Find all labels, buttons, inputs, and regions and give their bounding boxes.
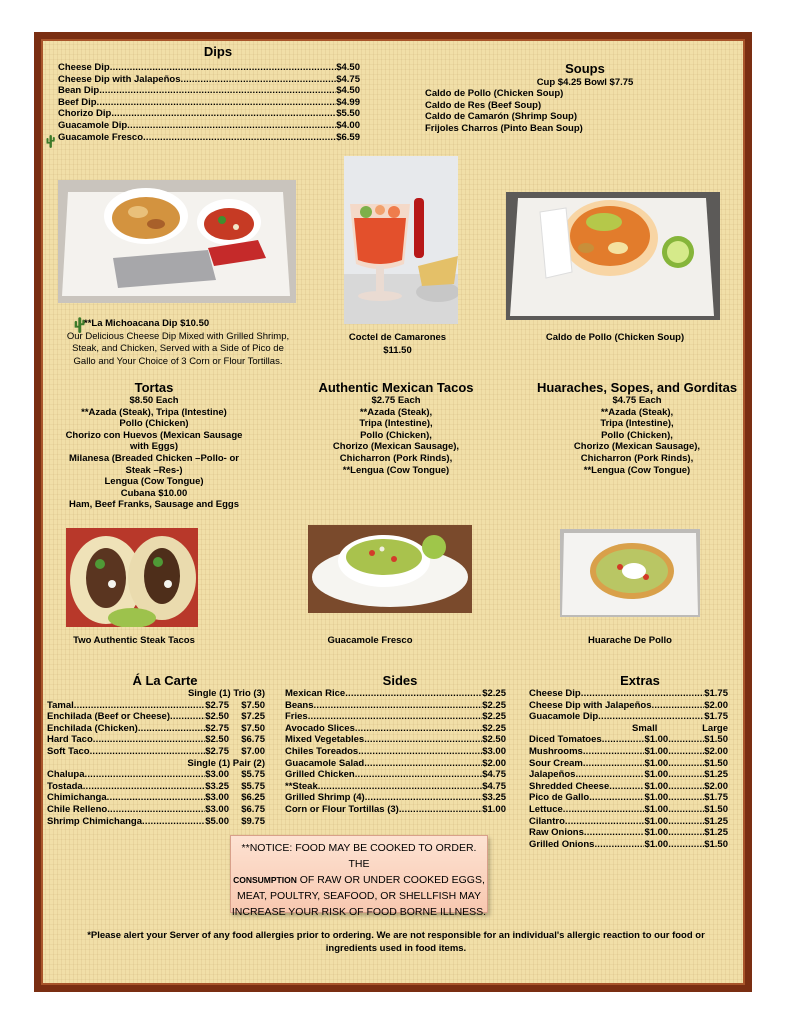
tortas-line: Steak –Res-): [125, 464, 183, 476]
side-row: Guacamole Salad ..... $2.00: [285, 758, 506, 770]
extra-row: Cilantro ..... $1.00 ..... $1.25: [529, 816, 728, 828]
side-row: Grilled Shrimp (4) ..... $3.25: [285, 792, 506, 804]
dip-row: Guacamole Fresco ..... $6.59: [58, 132, 360, 144]
desc-line: Gallo and Your Choice of 3 Corn or Flour Tortillas.: [73, 355, 283, 367]
huaraches-line: $4.75 Each: [612, 395, 662, 406]
food-safety-notice: [230, 835, 488, 918]
extra-row: Raw Onions ..... $1.00 ..... $1.25: [529, 827, 728, 839]
alacarte-row: Chalupa ..... $3.00 $5.75: [47, 769, 265, 781]
huarache-photo: [560, 529, 700, 617]
dip-row: Bean Dip ..... $4.50: [58, 85, 360, 97]
tacos-line: **Lengua (Cow Tongue): [342, 464, 450, 476]
caldo-caption: Caldo de Pollo (Chicken Soup): [545, 332, 685, 343]
side-row: Grilled Chicken ..... $4.75: [285, 769, 506, 781]
tortas-line: Cubana $10.00: [120, 487, 188, 499]
soups-title: Soups: [565, 61, 605, 76]
huaraches-section: [532, 380, 742, 476]
disclaimer-line: ingredients used in food items.: [325, 943, 467, 954]
side-row: Mexican Rice ..... $2.25: [285, 688, 506, 700]
tacos-line: **Azada (Steak),: [359, 406, 433, 418]
coctel-photo: [344, 156, 458, 324]
dip-row: Cheese Dip ..... $4.50: [58, 62, 360, 74]
tortas-line: Ham, Beef Franks, Sausage and Eggs: [68, 499, 239, 511]
sides-title: Sides: [382, 673, 418, 688]
steak-tacos-photo: [66, 528, 198, 627]
tacos-line: Pollo (Chicken),: [360, 429, 432, 441]
cactus-icon: [46, 134, 54, 146]
huaraches-line: Chicharron (Pork Rinds),: [580, 452, 694, 464]
tortas-line: Pollo (Chicken): [119, 418, 189, 430]
tortas-line: **Azada (Steak), Tripa (Intestine): [81, 406, 227, 418]
allergy-disclaimer: [50, 929, 742, 955]
tortas-line: with Eggs): [129, 441, 179, 453]
soup-item: Caldo de Res (Beef Soup): [425, 99, 542, 111]
side-row: Fries ..... $2.25: [285, 711, 506, 723]
extra-size-header: Small Large: [632, 722, 728, 734]
huaraches-line: Chorizo (Mexican Sausage),: [573, 441, 701, 453]
side-row: Chiles Toreados ..... $3.00: [285, 746, 506, 758]
alacarte-row: Tamal ..... $2.75 $7.50: [47, 700, 265, 712]
tortas-line: Milanesa (Breaded Chicken –Pollo- or: [69, 452, 239, 464]
extras-list: [529, 688, 728, 850]
notice-line: INCREASE YOUR RISK OF FOOD BORNE ILLNESS.: [231, 906, 487, 918]
dip-row: Beef Dip ..... $4.99: [58, 97, 360, 109]
huaraches-line: Pollo (Chicken),: [601, 429, 673, 441]
desc-line: Steak, and Chicken, Served with a Side of Pico de: [72, 343, 284, 355]
coctel-caption: Coctel de Camarones: [348, 332, 447, 343]
tortas-line: Lengua (Cow Tongue): [104, 476, 204, 488]
guacamole-photo: [308, 525, 472, 613]
huaraches-line: **Azada (Steak),: [600, 406, 674, 418]
side-row: **Steak ..... $4.75: [285, 781, 506, 793]
side-row: Avocado Slices ..... $2.25: [285, 723, 506, 735]
michoacana-description: [44, 331, 312, 368]
desc-line: Our Delicious Cheese Dip Mixed with Grilled Shrimp,: [66, 331, 290, 342]
extra-row: Pico de Gallo ..... $1.00 ..... $1.75: [529, 792, 728, 804]
michoacana-dip-photo: [58, 180, 296, 303]
tacos-section: [300, 380, 492, 476]
guac-photo-caption: Guacamole Fresco: [327, 635, 413, 646]
tacos-photo-caption: Two Authentic Steak Tacos: [73, 635, 195, 646]
extra-row: Diced Tomatoes ..... $1.00 ..... $1.50: [529, 734, 728, 746]
huarache-photo-caption: Huarache De Pollo: [588, 635, 672, 646]
extra-row: Lettuce ..... $1.00 ..... $1.50: [529, 804, 728, 816]
tortas-line: $8.50 Each: [129, 395, 179, 406]
dip-row: Guacamole Dip ..... $4.00: [58, 120, 360, 132]
notice-line: **NOTICE: FOOD MAY BE COOKED TO ORDER. THE: [241, 842, 477, 870]
extra-row: Cheese Dip with Jalapeños ..... $2.00: [529, 700, 728, 712]
extra-row: Mushrooms ..... $1.00 ..... $2.00: [529, 746, 728, 758]
soup-item: Caldo de Camarón (Shrimp Soup): [425, 111, 578, 123]
soup-item: Frijoles Charros (Pinto Bean Soup): [425, 122, 583, 134]
alacarte-row: Hard Taco ..... $2.50 $6.75: [47, 734, 265, 746]
tortas-section: [50, 380, 258, 511]
extra-row: Cheese Dip ..... $1.75: [529, 688, 728, 700]
coctel-price: $11.50: [383, 345, 412, 356]
notice-line: CONSUMPTION OF RAW OR UNDER COOKED EGGS,: [233, 874, 485, 886]
tortas-line: Chorizo con Huevos (Mexican Sausage: [65, 429, 243, 441]
alacarte-row: Chile Relleno ..... $3.00 $6.75: [47, 804, 265, 816]
side-row: Mixed Vegetables ..... $2.50: [285, 734, 506, 746]
tacos-line: Chicharron (Pork Rinds),: [339, 452, 453, 464]
alacarte-header: Single (1) Trio (3): [187, 688, 265, 699]
alacarte-row: Shrimp Chimichanga ..... $5.00 $9.75: [47, 816, 265, 828]
extra-row: Jalapeños ..... $1.00 ..... $1.25: [529, 769, 728, 781]
cactus-icon: [74, 316, 82, 328]
dip-row: Cheese Dip with Jalapeños ..... $4.75: [58, 74, 360, 86]
side-row: Beans ..... $2.25: [285, 700, 506, 712]
dips-title: Dips: [203, 44, 233, 59]
tacos-line: Tripa (Intestine),: [359, 418, 433, 430]
extra-row: Grilled Onions ..... $1.00 ..... $1.50: [529, 839, 728, 851]
huaraches-title: Huaraches, Sopes, and Gorditas: [536, 380, 738, 395]
extra-row: Sour Cream ..... $1.00 ..... $1.50: [529, 758, 728, 770]
extras-title: Extras: [620, 673, 660, 688]
alacarte-row: Chimichanga ..... $3.00 $6.25: [47, 792, 265, 804]
dip-row: Chorizo Dip ..... $5.50: [58, 108, 360, 120]
huaraches-line: Tripa (Intestine),: [600, 418, 674, 430]
notice-line: MEAT, POULTRY, SEAFOOD, OR SHELLFISH MAY: [236, 890, 482, 902]
disclaimer-line: *Please alert your Server of any food allergies prior to ordering. We are not responsible for an individual's allergic reaction to our food or: [87, 930, 705, 941]
tacos-line: $2.75 Each: [371, 395, 421, 406]
side-row: Corn or Flour Tortillas (3) ..... $1.00: [285, 804, 506, 816]
soups-list: [425, 88, 583, 134]
michoacana-title: **La Michoacana Dip $10.50: [84, 318, 210, 329]
soup-item: Caldo de Pollo (Chicken Soup): [425, 88, 564, 99]
alacarte-title: Á La Carte: [132, 673, 198, 688]
soups-price: Cup $4.25 Bowl $7.75: [536, 77, 634, 88]
caldo-photo: [506, 192, 720, 320]
extra-row: Shredded Cheese ..... $1.00 ..... $2.00: [529, 781, 728, 793]
tacos-line: Chorizo (Mexican Sausage),: [332, 441, 460, 453]
alacarte-row: Enchilada (Chicken) ..... $2.75 $7.50: [47, 723, 265, 735]
alacarte-header: Single (1) Pair (2): [187, 757, 265, 769]
tortas-title: Tortas: [134, 380, 174, 395]
alacarte-row: Tostada ..... $3.25 $5.75: [47, 781, 265, 793]
alacarte-row: Enchilada (Beef or Cheese) ..... $2.50 $7.25: [47, 711, 265, 723]
alacarte-row: Soft Taco ..... $2.75 $7.00: [47, 746, 265, 758]
sides-list: [285, 688, 506, 816]
dips-list: [58, 62, 360, 143]
tacos-title: Authentic Mexican Tacos: [318, 380, 474, 395]
extra-row: Guacamole Dip ..... $1.75: [529, 711, 728, 723]
alacarte-list: [47, 688, 265, 827]
huaraches-line: **Lengua (Cow Tongue): [583, 464, 691, 476]
